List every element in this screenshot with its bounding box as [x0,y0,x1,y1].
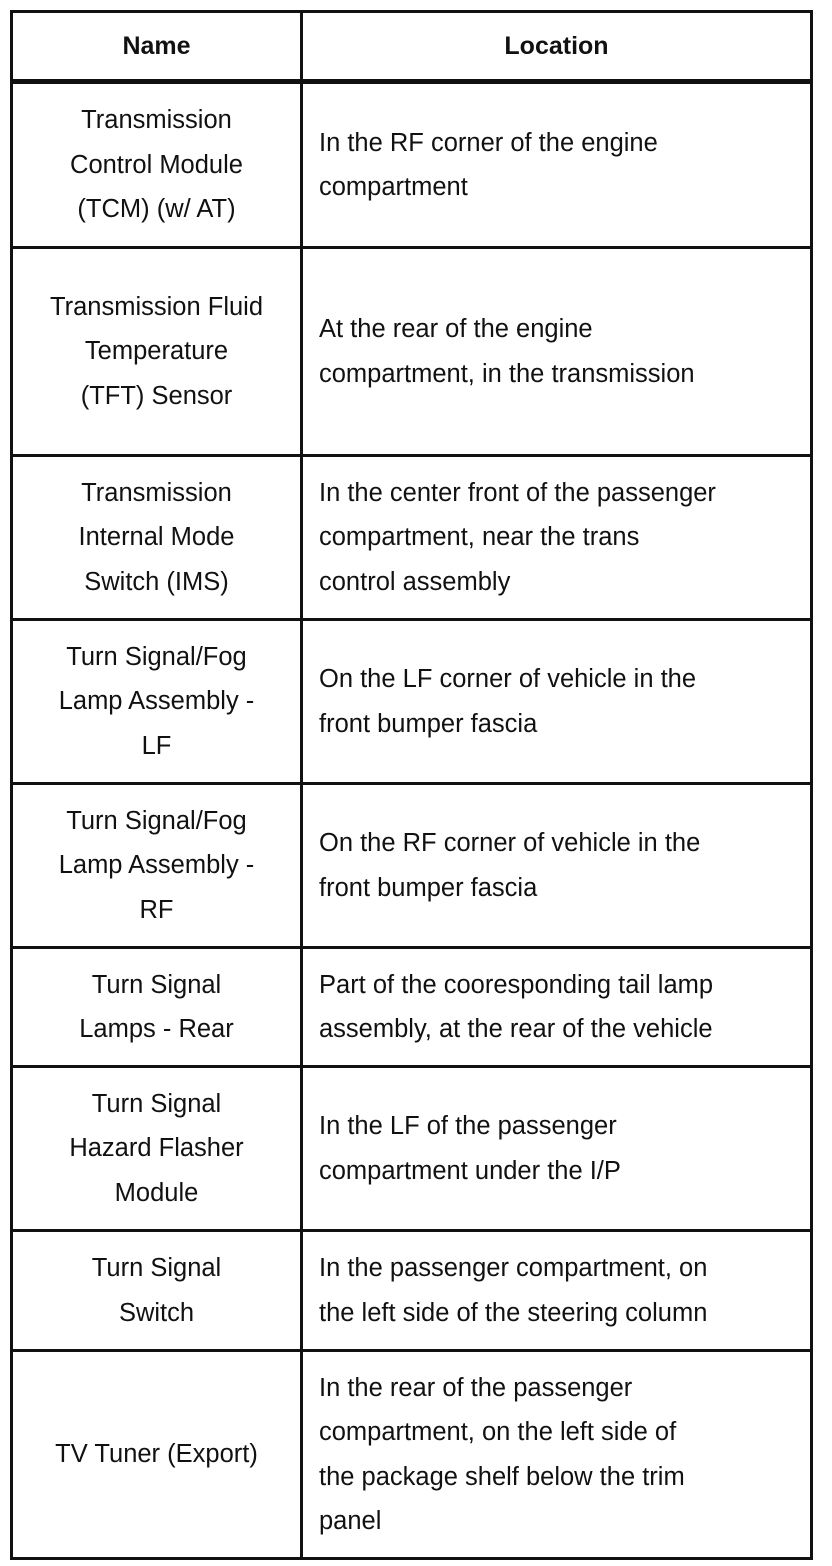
component-location: Part of the cooresponding tail lamp assembly, at the rear of the vehicle [319,970,714,1043]
component-name-cell [12,1351,302,1559]
component-location-cell [302,1067,812,1231]
component-name-cell [12,620,302,784]
component-name-cell [12,82,302,248]
component-location-cell [302,248,812,456]
table-row [12,1351,812,1559]
table-row [12,456,812,620]
component-name-cell [12,248,302,456]
component-location-cell [302,1231,812,1351]
component-name-cell [12,1067,302,1231]
component-name: Turn Signal/Fog Lamp Assembly - LF [58,642,255,760]
table-body [12,82,812,1559]
component-location: In the LF of the passenger compartment under the I/P [319,1112,621,1185]
table-row [12,1067,812,1231]
component-location: In the center front of the passenger compartment, near the trans control assembly [319,478,716,596]
component-name-cell [12,456,302,620]
table-row [12,620,812,784]
component-location-cell [302,620,812,784]
component-location: In the rear of the passenger compartment, on the left side of the package shelf below the trim panel [319,1373,685,1535]
component-name-cell [12,784,302,948]
component-name: Turn Signal Lamps - Rear [79,970,234,1043]
component-location-cell [302,456,812,620]
table-row [12,784,812,948]
component-name: Turn Signal Hazard Flasher Module [69,1089,244,1207]
component-location-table [10,10,813,1560]
component-name-cell [12,1231,302,1351]
component-location: In the RF corner of the engine compartment [319,128,658,201]
component-name: Transmission Fluid Temperature (TFT) Sensor [49,292,264,410]
table-row [12,1231,812,1351]
component-location-cell [302,948,812,1067]
component-name: TV Tuner (Export) [55,1440,258,1469]
component-name: Turn Signal/Fog Lamp Assembly - RF [58,806,255,924]
component-location-cell [302,784,812,948]
table-row [12,82,812,248]
component-location: In the passenger compartment, on the left side of the steering column [319,1254,708,1327]
component-name: Turn Signal Switch [91,1254,222,1327]
component-location: On the RF corner of vehicle in the front bumper fascia [319,829,701,902]
component-name-cell [12,948,302,1067]
component-name: Transmission Control Module (TCM) (w/ AT) [70,106,243,224]
component-location: At the rear of the engine compartment, in the transmission [319,315,695,388]
table-header [12,12,812,82]
component-location-cell [302,82,812,248]
component-location: On the LF corner of vehicle in the front bumper fascia [319,665,697,738]
component-location-cell [302,1351,812,1559]
location-column-header: Location [302,12,812,82]
component-name: Transmission Internal Mode Switch (IMS) [78,478,235,596]
name-column-header: Name [12,12,302,82]
table-row [12,248,812,456]
table-row [12,948,812,1067]
header-row [12,12,812,82]
